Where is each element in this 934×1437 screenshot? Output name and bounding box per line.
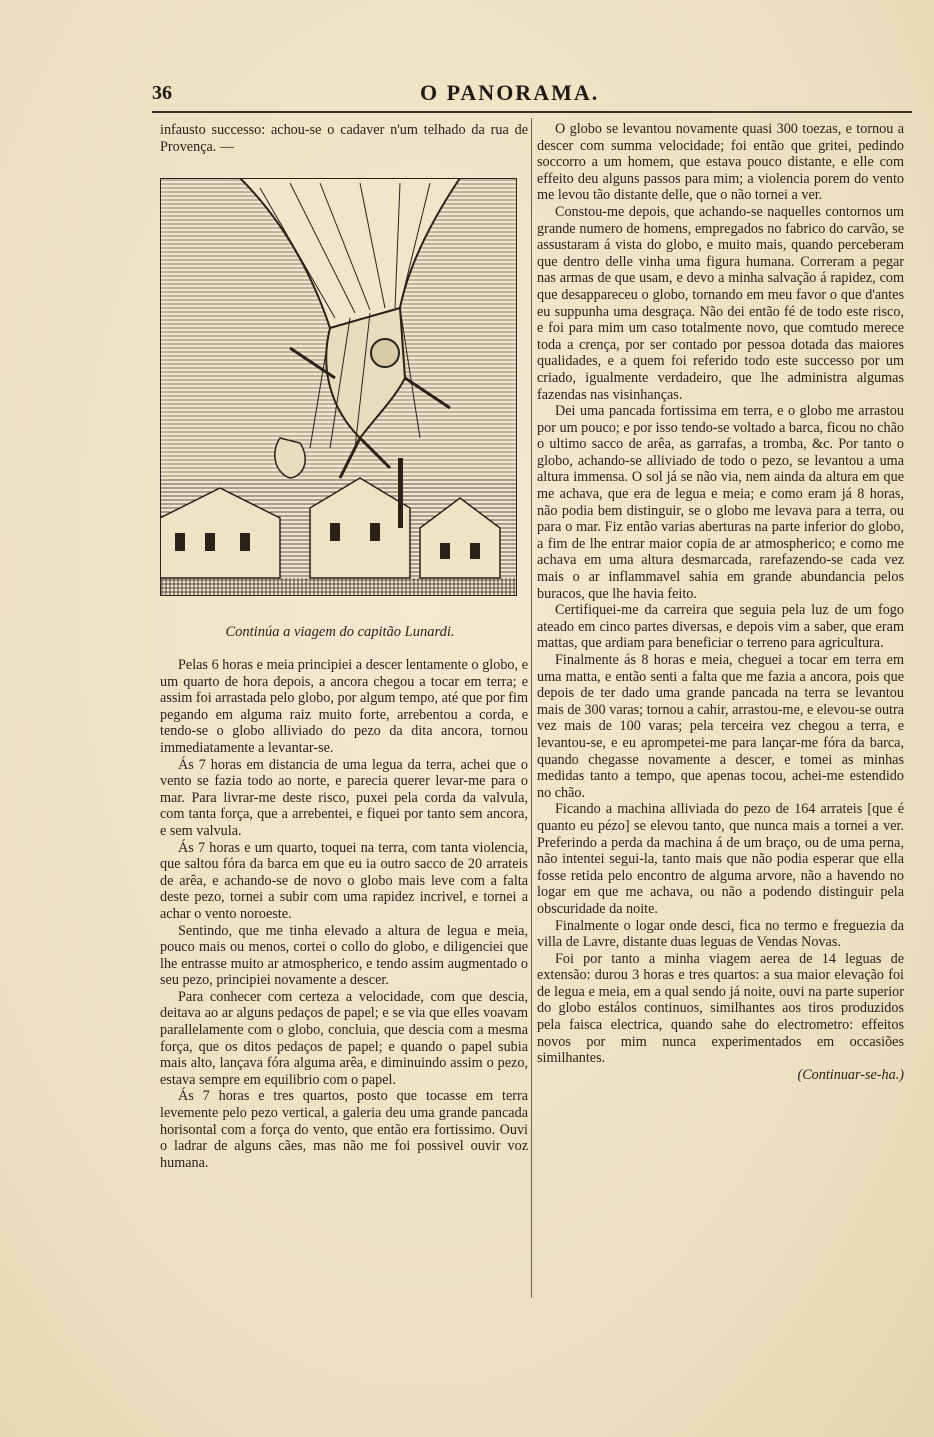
paragraph: Sentindo, que me tinha elevado a altura de legua e meia, pouco mais ou menos, cortei o collo do globo, e diligenciei que lhe entrasse muito ar atmospherico, e tendo assim augmentado o seu pezo, principiei novamente a descer. xyxy=(160,922,528,989)
paragraph: Ás 7 horas e um quarto, toquei na terra, com tanta violencia, que saltou fóra da barca em que eu ia outro sacco de 20 arrateis de arêa, e achando-se de novo o globo mais leve com a falta deste pezo, tornei a subir com uma rapidez incrivel, e tornei a achar o vento noroeste. xyxy=(160,839,528,922)
right-column-body xyxy=(537,121,904,1083)
header-rule xyxy=(152,111,912,113)
continuation-note-line xyxy=(537,1067,904,1084)
paragraph: O globo se levantou novamente quasi 300 toezas, e tornou a descer com summa velocidade; foi então que gritei, pedindo soccorro a um homem, que estava pouco distante, e elle com effeito deu alguns passos para mim; a violencia porem do vento me levou tão distante delle, que o não tornei a ver. xyxy=(537,121,904,204)
continuation-note: (Continuar-se-ha.) xyxy=(797,1066,904,1083)
page-number: 36 xyxy=(152,82,172,104)
paragraph: Constou-me depois, que achando-se naquelles contornos um grande numero de homens, empregados no fabrico do carvão, se assustaram á vista do globo, e muito mais, quando perceberam que dentro delle vinha uma figura humana. Correram a pegar nas armas de que usam, e devo a minha salvação á rapidez, com que desappareceu o globo, tornando em meu favor o que d'antes eu suppunha uma desgraça. Não dei então fé de todo este risco, e foi para mim um caso totalmente novo, que comtudo merece toda a crença, por ser contado por pessoa dotada das maiores qualidades, e a quem foi referido todo este successo por um criado, igualmente verdadeiro, que lhe administra algumas fazendas nas visinhanças. xyxy=(537,203,904,403)
column-divider xyxy=(531,118,532,1298)
paragraph: infausto successo: achou-se o cadaver n'um telhado da rua de Provença. — xyxy=(160,122,528,155)
paragraph: Finalmente o logar onde desci, fica no termo e freguezia da villa de Lavre, distante duas leguas de Vendas Novas. xyxy=(537,917,904,951)
paragraph: Ficando a machina alliviada do pezo de 164 arrateis [que é quanto eu pézo] se elevou tanto, que nunca mais a tornei a ver. Preferindo a perda da machina á de um braço, ou de uma perna, não intentei segui-la, tanto mais que não podia esperar que ella fosse retida pelo encontro de alguma arvore, não a havendo no logar em que me achava, ou não a podendo distinguir pela obscuridade da noite. xyxy=(537,801,904,917)
engraving-balloon-fall-icon xyxy=(160,178,517,596)
paragraph: Certifiquei-me da carreira que seguia pela luz de um fogo ateado em cinco partes diversas, e depois vim a saber, que eram mattas, que ardiam para beneficiar o terreno para agricultura. xyxy=(537,602,904,652)
paragraph: Pelas 6 horas e meia principiei a descer lentamente o globo, e um quarto de hora depois, a ancora chegou a tocar em terra; e assim foi arrastada pelo globo, por algum tempo, até que por fim pegando em alguma raiz muito forte, arrebentou a corda, e tendo-se o globo alliviado do pezo da dita ancora, tornou immediatamente a levantar-se. xyxy=(160,657,528,756)
paragraph: Foi por tanto a minha viagem aerea de 14 leguas de extensão: durou 3 horas e tres quartos: a sua maior elevação foi de legua e meia, em a qual sendo já noite, ouvi na parte superior do globo estálos continuos, similhantes aos tiros produzidos pela faisca electrica, quando sahe do electrometro: effeitos novos por mim nunca experimentados em occasiões similhantes. xyxy=(537,950,904,1067)
paragraph: Para conhecer com certeza a velocidade, com que descia, deitava ao ar alguns pedaços de papel; e se via que elles voavam parallelamente com o globo, concluia, que descia com a mesma força, que os ditos pedaços de papel; e quando o papel subia mais alto, lançava fóra alguma arêa, e diminuindo assim o pezo, estava sempre em equilibrio com o papel. xyxy=(160,988,528,1088)
left-column-top xyxy=(160,122,528,155)
paragraph: Ás 7 horas em distancia de uma legua da terra, achei que o vento se fazia todo ao norte, e parecia querer levar-me para o mar. Para livrar-me deste risco, puxei pela corda da valvula, com tanta força, que a arrebentei, e fiquei por tanto sem ancora, e sem valvula. xyxy=(160,756,528,839)
masthead-title: O PANORAMA. xyxy=(420,80,600,105)
paragraph: Dei uma pancada fortissima em terra, e o globo me arrastou por um pouco; e por isso tendo-se voltado a barca, ficou no chão o ultimo sacco de arêa, as garrafas, a tromba, &c. Por tanto o globo, achando-se alliviado de todo o pezo, se levantou a uma altura immensa. O sol já se não via, nem ainda da altura em que me achava, que era de legua e meia; e como eram já 8 horas, não podia bem distinguir, se o globo me levava para a terra, ou para o mar. Fiz então varias aberturas na parte inferior do globo, a fim de lhe entrar maior copia de ar atmospherico; e como me achava em uma altura desmarcada, rarefazendo-se cada vez mais o ar inflammavel sahia em grande abundancia pelos buracos, que lhe havia feito. xyxy=(537,403,904,602)
left-column-body xyxy=(160,657,528,1171)
paragraph: Finalmente ás 8 horas e meia, cheguei a tocar em terra em uma matta, e então senti a falta que me fazia a ancora, pois que depois de ter dado uma grande pancada na terra se levantou mais de 300 varas; tornou a cahir, arrastou-me, e elevou-se outra vez mais de 100 varas; pela terceira vez chegou a terra, e levantou-se, e eu aprompetei-me para lançar-me fóra da barca, quando chegasse novamente a descer, e tomei as minhas medidas tanto a tempo, que apenas tocou, achei-me estendido no chão. xyxy=(537,652,904,801)
page-header xyxy=(152,78,912,108)
paragraph: Ás 7 horas e tres quartos, posto que tocasse em terra levemente pelo pezo vertical, a galeria deu uma grande pancada horisontal com a força do vento, que então era fortissimo. Ouvi o ladrar de alguns cães, mas não me foi possivel ouvir voz humana. xyxy=(160,1088,528,1171)
figure-caption: Continúa a viagem do capitão Lunardi. xyxy=(225,624,455,640)
